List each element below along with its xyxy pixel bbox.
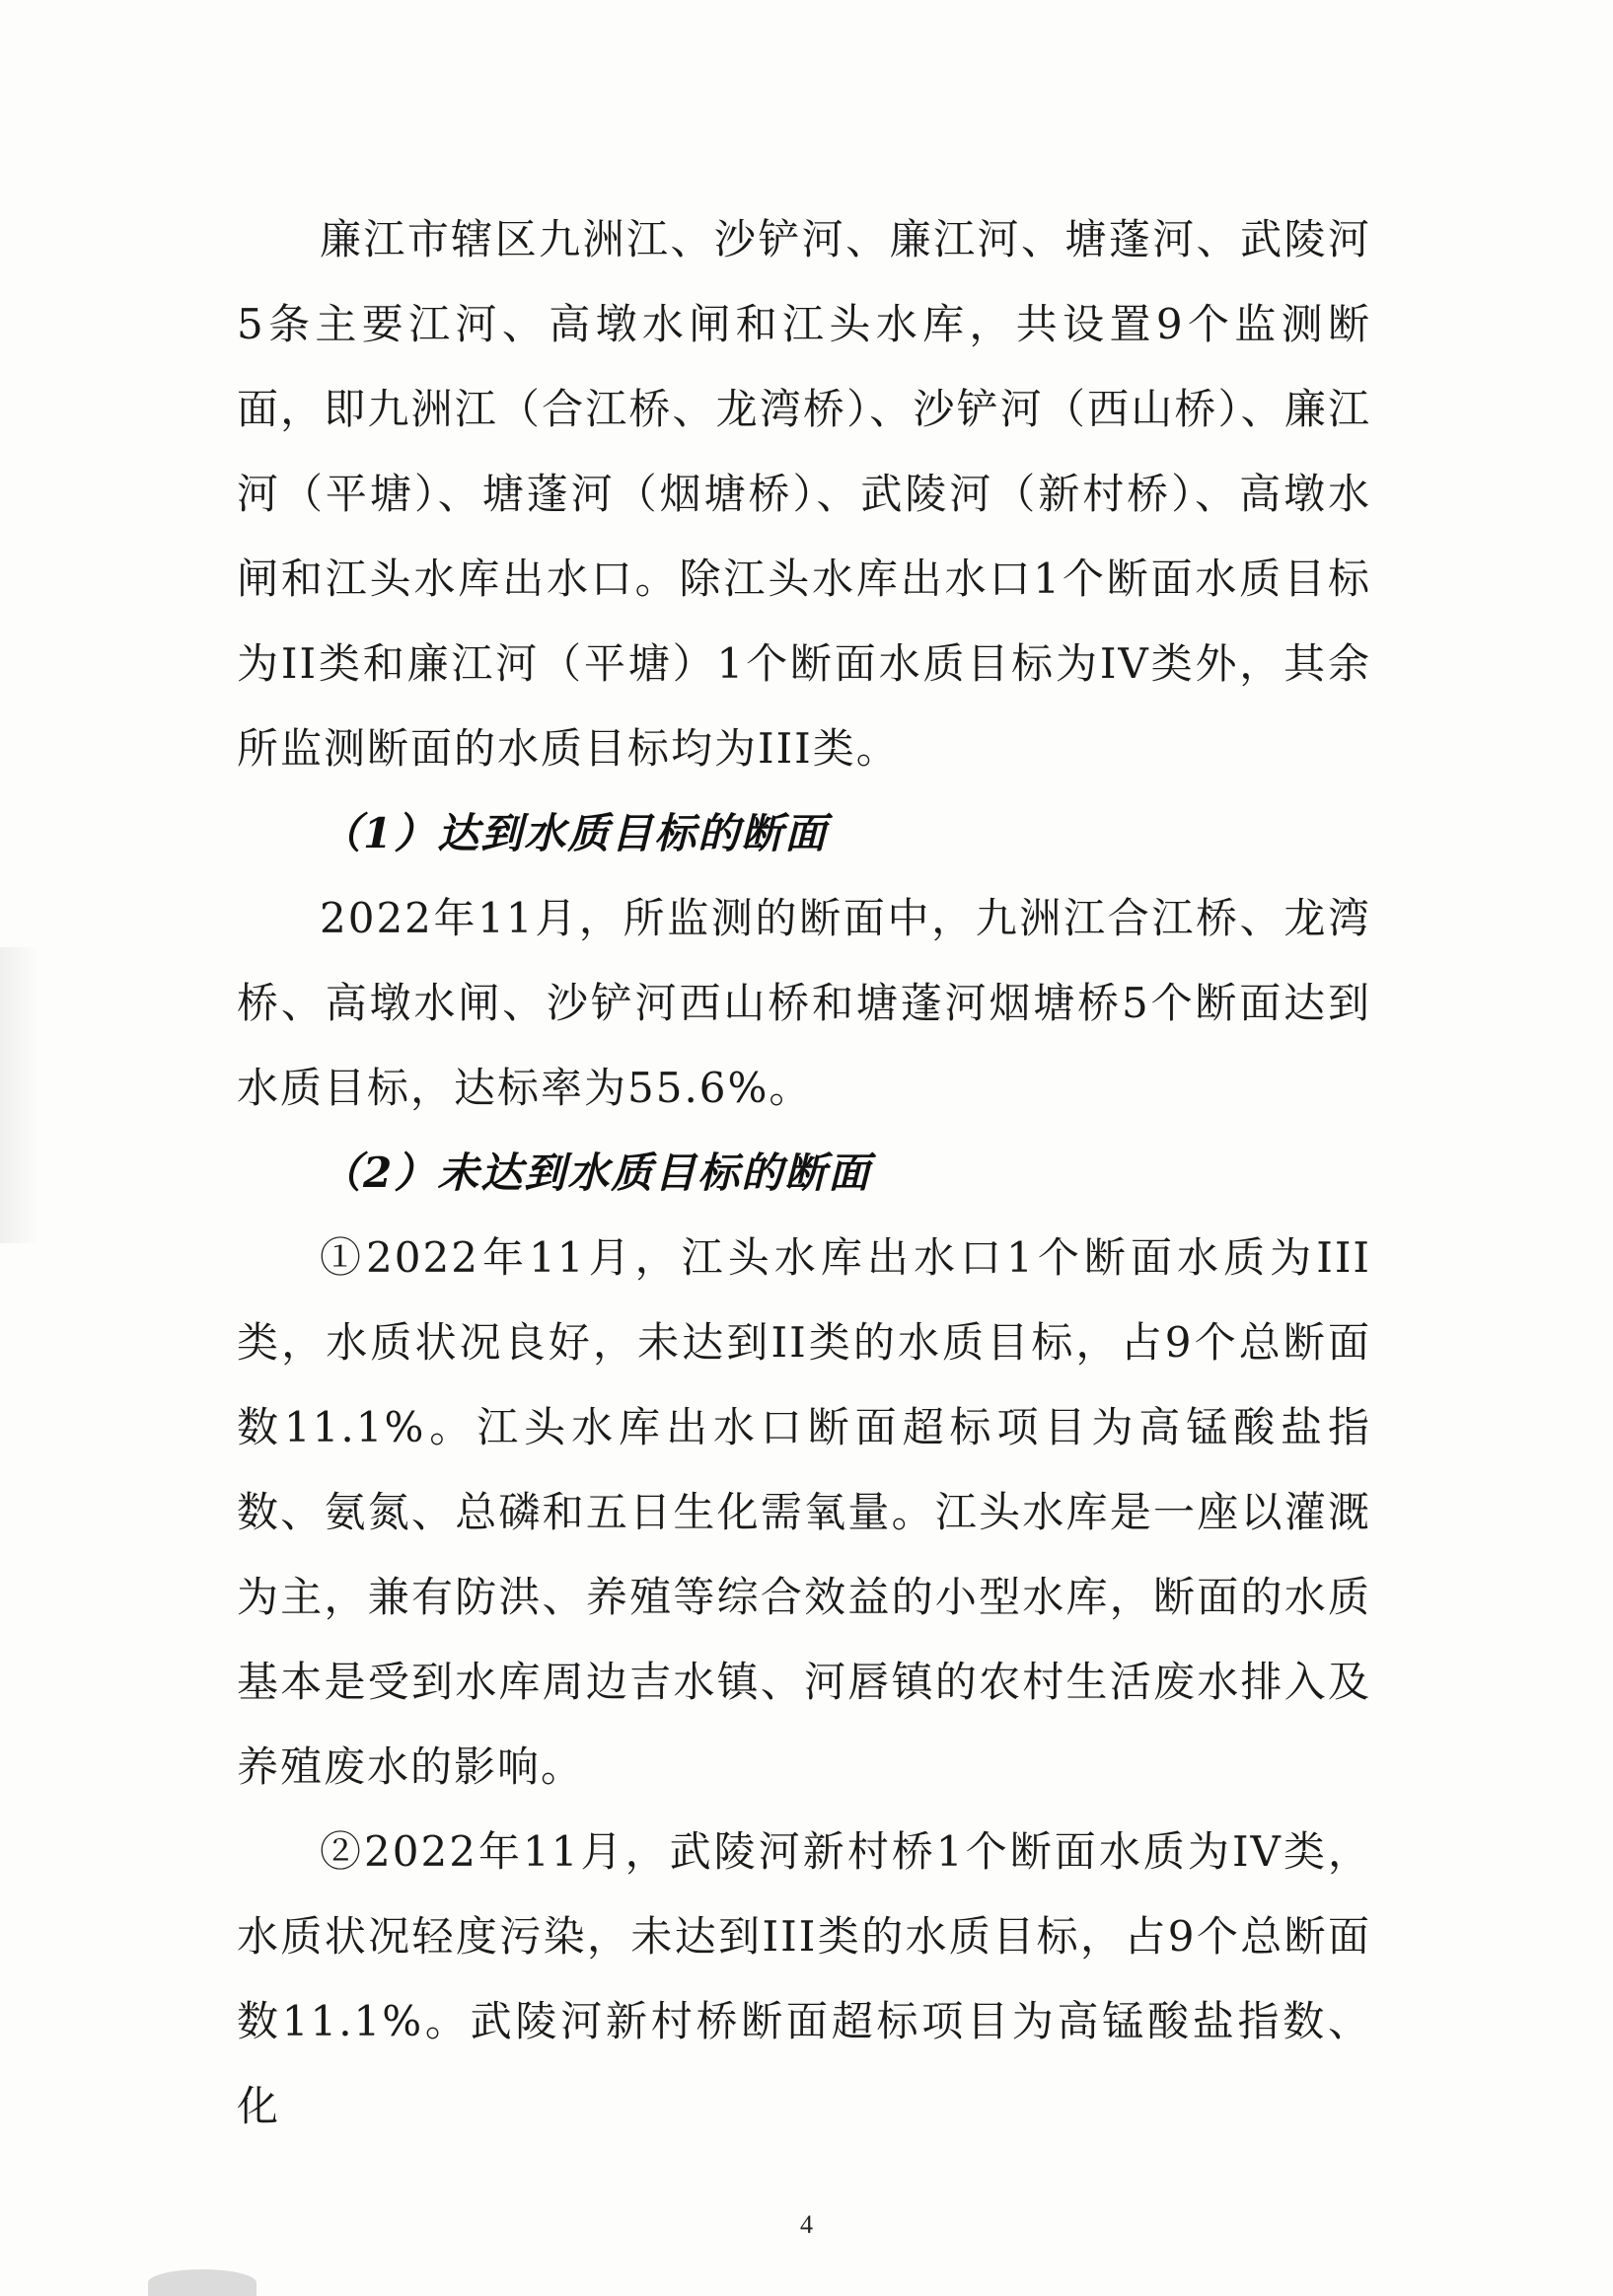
paragraph-monitoring-sections: 廉江市辖区九洲江、沙铲河、廉江河、塘蓬河、武陵河5条主要江河、高墩水闸和江头水库，共设置9个监测断面，即九洲江（合江桥、龙湾桥）、沙铲河（西山桥）、廉江河（平塘）、塘蓬河（烟塘桥）、武陵河（新村桥）、高墩水闸和江头水库出水口。除江头水库出水口1个断面水质目标为II类和廉江河（平塘）1个断面水质目标为IV类外，其余所监测断面的水质目标均为III类。 [237, 215, 1371, 773]
page-number: 4 [800, 2210, 813, 2239]
scan-edge-mark [0, 947, 39, 1243]
heading-sections-not-meeting-target: （2）未达到水质目标的断面 [320, 1148, 872, 1197]
scan-bottom-mark [148, 2269, 257, 2296]
paragraph-meeting-target: 2022年11月，所监测的断面中，九洲江合江桥、龙湾桥、高墩水闸、沙铲河西山桥和塘蓬河烟塘桥5个断面达到水质目标，达标率为55.6%。 [237, 894, 1371, 1112]
paragraph-wuling-river: ②2022年11月，武陵河新村桥1个断面水质为IV类，水质状况轻度污染，未达到III类的水质目标，占9个总断面数11.1%。武陵河新村桥断面超标项目为高锰酸盐指数、化 [237, 1827, 1371, 2130]
document-body [237, 197, 1371, 2149]
heading-sections-meeting-target: （1）达到水质目标的断面 [320, 809, 829, 857]
paragraph-jiangtou-reservoir: ①2022年11月，江头水库出水口1个断面水质为III类，水质状况良好，未达到II类的水质目标，占9个总断面数11.1%。江头水库出水口断面超标项目为高锰酸盐指数、氨氮、总磷和五日生化需氧量。江头水库是一座以灌溉为主，兼有防洪、养殖等综合效益的小型水库，断面的水质基本是受到水库周边吉水镇、河唇镇的农村生活废水排入及养殖废水的影响。 [237, 1233, 1371, 1791]
